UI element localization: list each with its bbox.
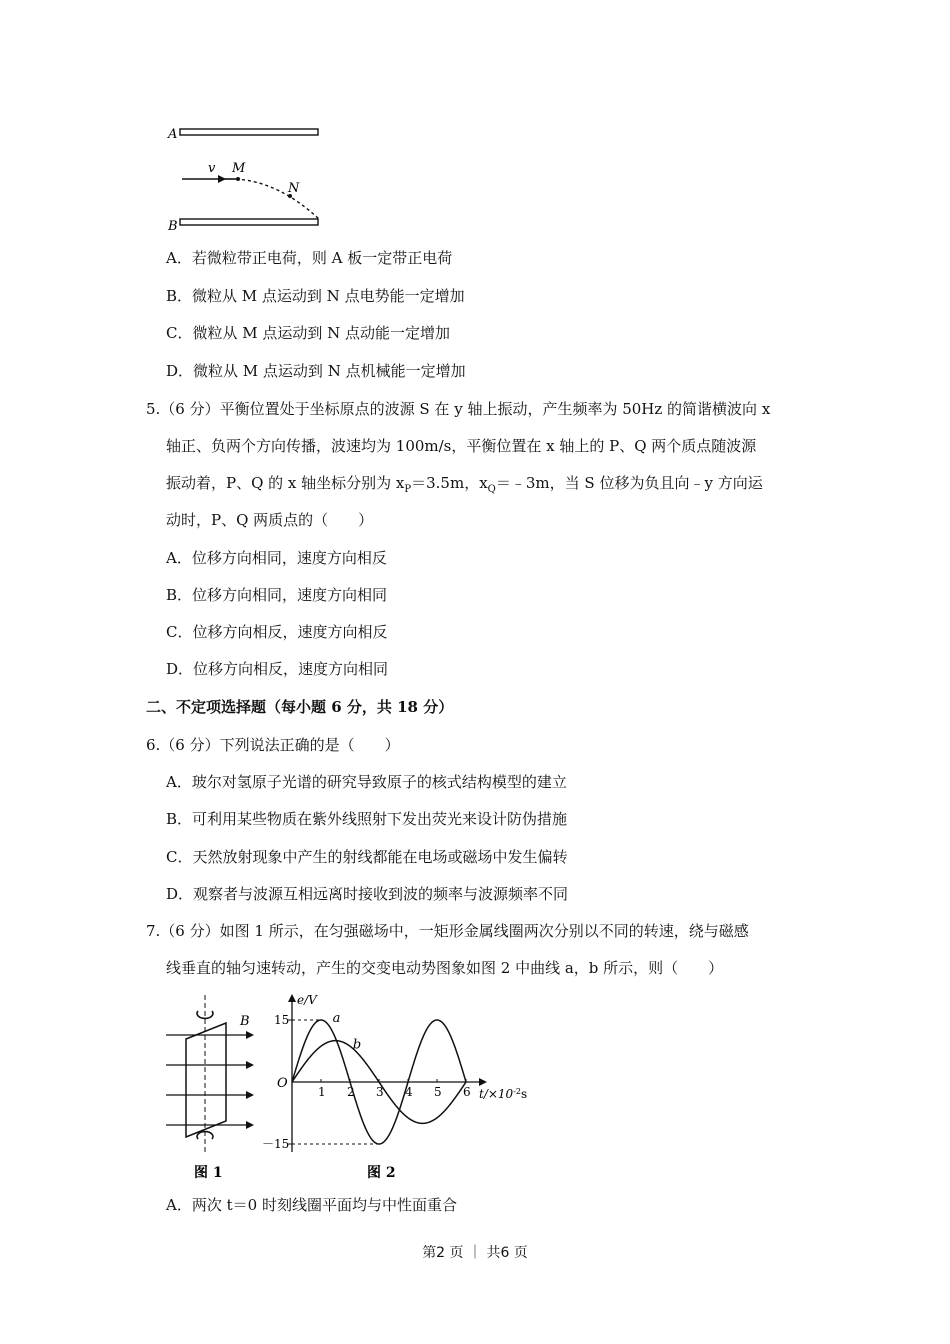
velocity-label: v bbox=[208, 161, 216, 176]
point-n-label: N bbox=[288, 181, 300, 196]
q6-option-d: D．观察者与波源互相远离时接收到波的频率与波源频率不同 bbox=[166, 885, 569, 903]
x-tick-label-3: 3 bbox=[376, 1085, 384, 1099]
emf-chart bbox=[255, 990, 545, 1185]
q7-stem-line1: 7.（6 分）如图 1 所示，在匀强磁场中，一矩形金属线圈两次分别以不同的转速，绕与磁感 bbox=[146, 922, 749, 940]
q5-line3-part3: ＝﹣3m，当 S 位移为负且向﹣y 方向运 bbox=[495, 474, 763, 492]
q7-stem-line2: 线垂直的轴匀速转动，产生的交变电动势图象如图 2 中曲线 a，b 所示，则（ ） bbox=[166, 959, 724, 977]
field-arrow-1 bbox=[246, 1031, 254, 1039]
q5-option-a: A．位移方向相同，速度方向相反 bbox=[166, 549, 387, 567]
q4-option-a: A．若微粒带正电荷，则 A 板一定带正电荷 bbox=[166, 249, 453, 267]
q4-option-b: B．微粒从 M 点运动到 N 点电势能一定增加 bbox=[166, 287, 465, 305]
plates-figure bbox=[160, 118, 340, 238]
coil bbox=[186, 1023, 226, 1137]
trajectory bbox=[236, 179, 320, 220]
fig1-caption: 图 1 bbox=[194, 1165, 223, 1181]
x-tick-label-1: 1 bbox=[318, 1085, 326, 1099]
field-label: B bbox=[240, 1014, 250, 1029]
x-axis-arrow bbox=[479, 1078, 487, 1086]
q7-option-a: A．两次 t＝0 时刻线圈平面均与中性面重合 bbox=[166, 1196, 457, 1214]
x-tick-label-5: 5 bbox=[434, 1085, 442, 1099]
x-tick-label-2: 2 bbox=[347, 1085, 355, 1099]
curve-a-label: a bbox=[332, 1011, 341, 1026]
plate-a-label: A bbox=[168, 127, 178, 142]
y-tick-label-15: 15 bbox=[274, 1013, 290, 1027]
section-2-title: 二、不定项选择题（每小题 6 分，共 18 分） bbox=[146, 698, 454, 716]
x-axis-label bbox=[479, 1087, 527, 1102]
coil-figure bbox=[160, 995, 270, 1185]
q5-sub-p: P bbox=[404, 484, 412, 495]
y-axis-arrow bbox=[288, 994, 296, 1002]
q5-option-b: B．位移方向相同，速度方向相同 bbox=[166, 586, 388, 604]
field-arrow-4 bbox=[246, 1121, 254, 1129]
field-arrow-2 bbox=[246, 1061, 254, 1069]
q5-sub-q: Q bbox=[487, 484, 496, 495]
q6-stem: 6.（6 分）下列说法正确的是（ ） bbox=[146, 736, 400, 754]
field-arrow-3 bbox=[246, 1091, 254, 1099]
q5-stem-line2: 轴正、负两个方向传播，波速均为 100m/s，平衡位置在 x 轴上的 P、Q 两个质点随波源 bbox=[166, 437, 757, 455]
q6-option-a: A．玻尔对氢原子光谱的研究导致原子的核式结构模型的建立 bbox=[166, 773, 567, 791]
q5-stem-line4: 动时，P、Q 两质点的（ ） bbox=[166, 511, 374, 529]
x-axis-label-main: t/×10 bbox=[479, 1087, 514, 1101]
x-tick-label-4: 4 bbox=[405, 1085, 413, 1099]
x-axis-label-unit: s bbox=[521, 1087, 528, 1101]
y-tick-label-neg15: －15 bbox=[262, 1137, 290, 1151]
plate-a bbox=[180, 129, 318, 135]
q5-option-c: C．位移方向相反，速度方向相反 bbox=[166, 623, 388, 641]
y-axis-label: e/V bbox=[297, 993, 317, 1007]
page-footer: 第2 页 ｜ 共6 页 bbox=[422, 1245, 528, 1261]
curve-b-label: b bbox=[352, 1037, 362, 1053]
point-m-label: M bbox=[232, 161, 246, 176]
fig2-caption: 图 2 bbox=[367, 1165, 396, 1181]
origin-label: O bbox=[277, 1076, 288, 1091]
q5-line3-part1: 振动着，P、Q 的 x 轴坐标分别为 x bbox=[166, 474, 405, 492]
x-axis-label-exp: -2 bbox=[513, 1086, 521, 1096]
q6-option-b: B．可利用某些物质在紫外线照射下发出荧光来设计防伪措施 bbox=[166, 810, 568, 828]
q5-option-d: D．位移方向相反，速度方向相同 bbox=[166, 660, 389, 678]
q5-stem-line3 bbox=[166, 472, 763, 495]
q5-line3-part2: ＝3.5m，x bbox=[411, 474, 488, 492]
x-tick-label-6: 6 bbox=[463, 1085, 471, 1099]
plate-b-label: B bbox=[168, 219, 178, 234]
plate-b bbox=[180, 219, 318, 225]
point-m bbox=[236, 177, 240, 181]
q5-stem-line1: 5.（6 分）平衡位置处于坐标原点的波源 S 在 y 轴上振动，产生频率为 50Hz 的简谐横波向 x bbox=[146, 400, 771, 418]
q4-option-c: C．微粒从 M 点运动到 N 点动能一定增加 bbox=[166, 324, 451, 342]
q4-option-d: D．微粒从 M 点运动到 N 点机械能一定增加 bbox=[166, 362, 466, 380]
q6-option-c: C．天然放射现象中产生的射线都能在电场或磁场中发生偏转 bbox=[166, 848, 568, 866]
